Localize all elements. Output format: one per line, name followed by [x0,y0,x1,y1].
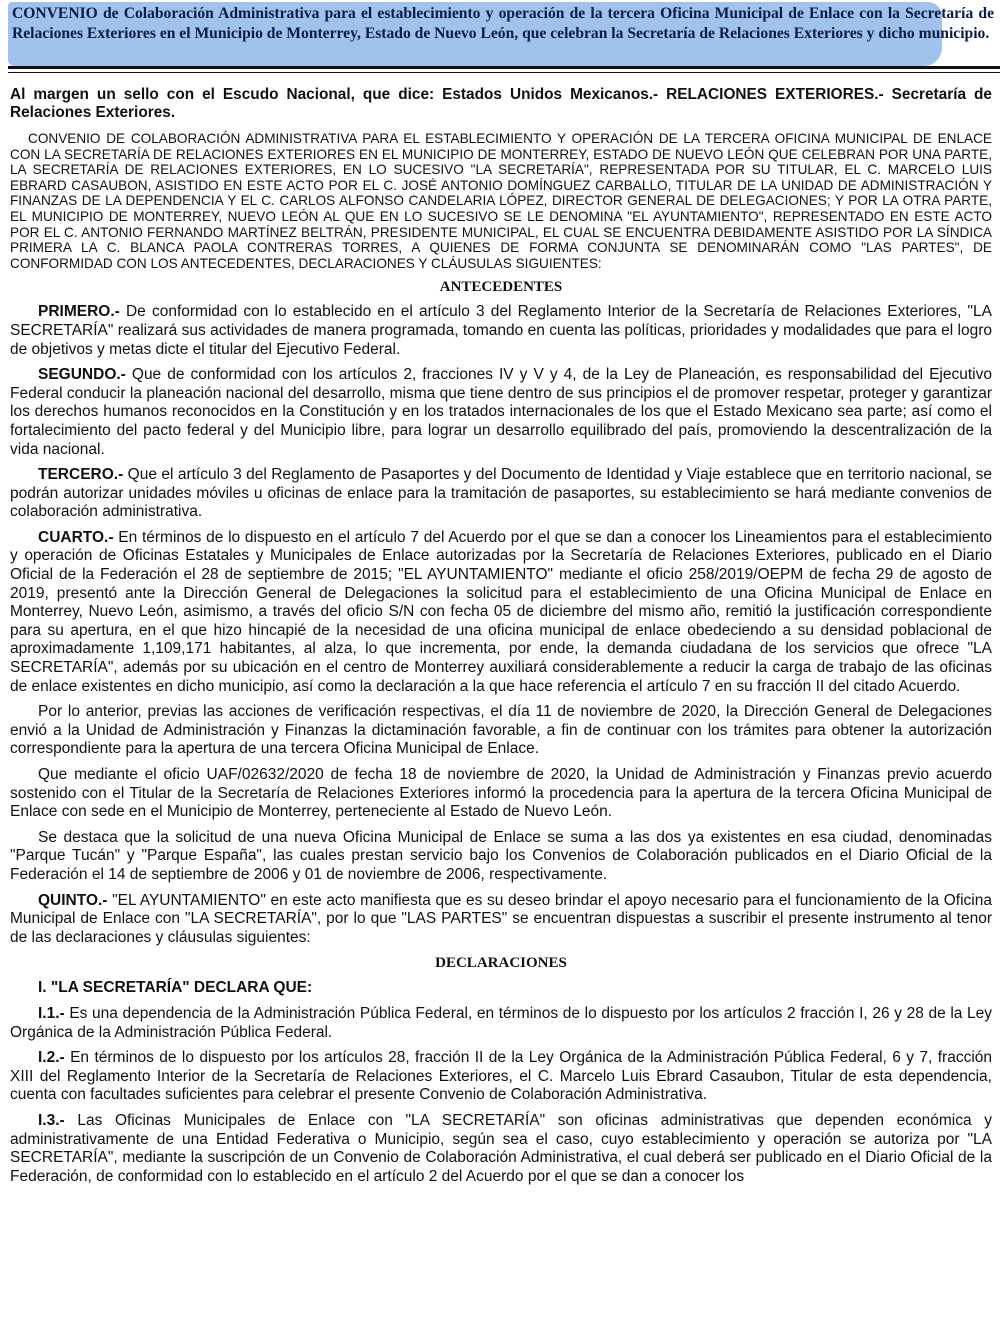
paragraph-text: Las Oficinas Municipales de Enlace con "LA SECRETARÍA" son oficinas administrativas que dependen económica y administrativamente de una Entidad Federativa o Municipio, según sea el caso, cuyo establecimiento y operación se autoriza por "LA SECRETARÍA", mediante la suscripción de un Convenio de Colaboración Administrativa, el cual deberá ser publicado en el Diario Oficial de la Federación, de conformidad con lo establecido en el artículo 2 del Acuerdo por el que se dan a conocer los [10,1111,992,1185]
title-divider-thin [8,72,1000,73]
declaraciones-heading: DECLARACIONES [435,955,567,972]
intro-paragraph: CONVENIO DE COLABORACIÓN ADMINISTRATIVA PARA EL ESTABLECIMIENTO Y OPERACIÓN DE LA TERCERA OFICINA MUNICIPAL DE ENLACE CON LA SECRETARÍA DE RELACIONES EXTERIORES EN EL MUNICIPIO DE MONTERREY, ESTADO DE NUEVO LEÓN QUE CELEBRAN POR UNA PARTE, LA SECRETARÍA DE RELACIONES EXTERIORES, EN LO SUCESIVO "LA SECRETARÍA", REPRESENTADA POR SU TITULAR, EL C. MARCELO LUIS EBRARD CASAUBON, ASISTIDO EN ESTE ACTO POR EL C. JOSÉ ANTONIO DOMÍNGUEZ CARBALLO, TITULAR DE LA UNIDAD DE ADMINISTRACIÓN Y FINANZAS DE LA DEPENDENCIA Y EL C. CARLOS ALFONSO CANDELARIA LÓPEZ, DIRECTOR GENERAL DE DELEGACIONES; Y POR LA OTRA PARTE, EL MUNICIPIO DE MONTERREY, NUEVO LEÓN AL QUE EN LO SUCESIVO SE LE DENOMINA "EL AYUNTAMIENTO", REPRESENTADO EN ESTE ACTO POR EL C. ANTONIO FERNANDO MARTÍNEZ BELTRÁN, PRESIDENTE MUNICIPAL, EL CUAL SE ENCUENTRA DEBIDAMENTE ASISTIDO POR LA SÍNDICA PRIMERA LA C. BLANCA PAOLA CONTRERAS TORRES, A QUIENES DE FORMA CONJUNTA SE DENOMINARÁN COMO "LAS PARTES", DE CONFORMIDAD CON LOS ANTECEDENTES, DECLARACIONES Y CLÁUSULAS SIGUIENTES: [10,131,992,271]
paragraph-text: Que de conformidad con los artículos 2, fracciones IV y V y 4, de la Ley de Planeación, es responsabilidad del Ejecutivo Federal conducir la planeación nacional del desarrollo, misma que tiene dentro de sus principios el de promover respetar, proteger y garantizar los derechos humanos reconocidos en la Constitución y en los tratados internacionales de los que el Estado Mexicano sea parte; así como el fortalecimiento del pacto federal y del Municipio libre, para lograr un desarrollo equilibrado del país, promoviendo la descentralización de la vida nacional. [10,366,992,458]
paragraph-label: PRIMERO.- [38,303,120,321]
paragraph-label: I.2.- [38,1049,65,1067]
antecedentes-heading: ANTECEDENTES [439,279,563,296]
seal-note: Al margen un sello con el Escudo Nacional, que dice: Estados Unidos Mexicanos.- RELACIONES EXTERIORES.- Secretaría de Relaciones Exteriores. [10,86,992,121]
paragraph-por-lo-anterior: Por lo anterior, previas las acciones de verificación respectivas, el día 11 de noviembre de 2020, la Dirección General de Delegaciones envió a la Unidad de Administración y Finanzas la dictaminación favorable, a fin de continuar con los trámites para obtener la autorización correspondiente para la apertura de una tercera Oficina Municipal de Enlace. [10,703,992,758]
paragraph-label: SEGUNDO.- [38,366,126,384]
document-title: CONVENIO de Colaboración Administrativa para el establecimiento y operación de la tercera Oficina Municipal de Enlace con la Secretaría de Relaciones Exteriores en el Municipio de Monterrey, Estado de Nuevo León, que celebran la Secretaría de Relaciones Exteriores y dicho municipio. [12,5,994,42]
paragraph-label: TERCERO.- [38,466,124,484]
paragraph-text: En términos de lo dispuesto por los artículos 28, fracción II de la Ley Orgánica de la Administración Pública Federal, 6 y 7, fracción XIII del Reglamento Interior de la Secretaría de Relaciones Exteriores, el C. Marcelo Luis Ebrard Casaubon, Titular de esta dependencia, cuenta con facultades suficientes para celebrar el presente Convenio de Colaboración Administrativa. [10,1049,992,1104]
paragraph-label: CUARTO.- [38,528,114,546]
antecedente-segundo [10,366,992,459]
paragraph-text: De conformidad con lo establecido en el artículo 3 del Reglamento Interior de la Secretaría de Relaciones Exteriores, "LA SECRETARÍA" realizará sus actividades de manera programada, tomando en cuenta las políticas, prioridades y modalidades que para el logro de objetivos y metas dicte el titular del Ejecutivo Federal. [10,303,992,358]
paragraph-label: I.3.- [38,1111,65,1129]
title-block [8,2,1000,66]
paragraph-text: En términos de lo dispuesto en el artículo 7 del Acuerdo por el que se dan a conocer los Lineamientos para el establecimiento y operación de Oficinas Estatales y Municipales de Enlace autorizadas por la Secretaría de Relaciones Exteriores, publicado en el Diario Oficial de la Federación el 28 de septiembre de 2015; "EL AYUNTAMIENTO" mediante el oficio 258/2019/OEPM de fecha 29 de agosto de 2019, presentó ante la Dirección General de Delegaciones la solicitud para el establecimiento de una Oficina Municipal de Enlace en Monterrey, Nuevo León, asimismo, a través del oficio S/N con fecha 05 de diciembre del mismo año, remitió la justificación correspondiente para su apertura, en el que hizo hincapié de la necesidad de una oficina municipal de enlace obedeciendo a su densidad poblacional de aproximadamente 1,109,171 habitantes, al alza, lo que incrementa, por ende, la demanda ciudadana de los servicios que ofrece "LA SECRETARÍA", además por su ubicación en el centro de Monterrey auxiliará considerablemente a reducir la carga de trabajo de las oficinas de enlace existentes en dicho municipio, así como la declaración a la que hace referencia el artículo 7 en su fracción II del citado Acuerdo. [10,528,992,695]
declaracion-i1 [10,1005,992,1042]
antecedente-cuarto [10,529,992,696]
title-divider-thick [8,66,1000,69]
declaraciones-subheading: I. "LA SECRETARÍA" DECLARA QUE: [38,979,313,997]
paragraph-text: Es una dependencia de la Administración Pública Federal, en términos de lo dispuesto por los artículos 2 fracción I, 26 y 28 de la Ley Orgánica de la Administración Pública Federal. [10,1004,992,1041]
paragraph-label: I.1.- [38,1004,65,1022]
paragraph-text: Que el artículo 3 del Reglamento de Pasaportes y del Documento de Identidad y Viaje establece que en territorio nacional, se podrán autorizar unidades móviles u oficinas de enlace para la tramitación de pasaportes, su establecimiento se hará mediante convenios de colaboración administrativa. [10,466,992,521]
antecedente-tercero [10,466,992,522]
paragraph-label: QUINTO.- [38,891,108,909]
paragraph-text: "EL AYUNTAMIENTO" en este acto manifiesta que es su deseo brindar el apoyo necesario para el funcionamiento de la Oficina Municipal de Enlace con "LA SECRETARÍA", por lo que "LAS PARTES" se encuentran dispuestas a suscribir el presente instrumento al tenor de las declaraciones y cláusulas siguientes: [10,891,992,946]
paragraph-oficio-uaf: Que mediante el oficio UAF/02632/2020 de fecha 18 de noviembre de 2020, la Unidad de Administración y Finanzas previo acuerdo sostenido con el Titular de la Secretaría de Relaciones Exteriores informó la procedencia para la apertura de la tercera Oficina Municipal de Enlace con sede en el Municipio de Monterrey, perteneciente al Estado de Nuevo León. [10,766,992,821]
paragraph-se-destaca: Se destaca que la solicitud de una nueva Oficina Municipal de Enlace se suma a las dos ya existentes en esa ciudad, denominadas "Parque Tucán" y "Parque España", las cuales prestan servicio bajo los Convenios de Colaboración publicados en el Diario Oficial de la Federación el 14 de septiembre de 2006 y 01 de noviembre de 2006, respectivamente. [10,828,992,883]
antecedente-primero [10,303,992,359]
antecedente-quinto [10,892,992,948]
document-body [10,86,992,1193]
declaracion-i3 [10,1112,992,1186]
declaracion-i2 [10,1049,992,1105]
